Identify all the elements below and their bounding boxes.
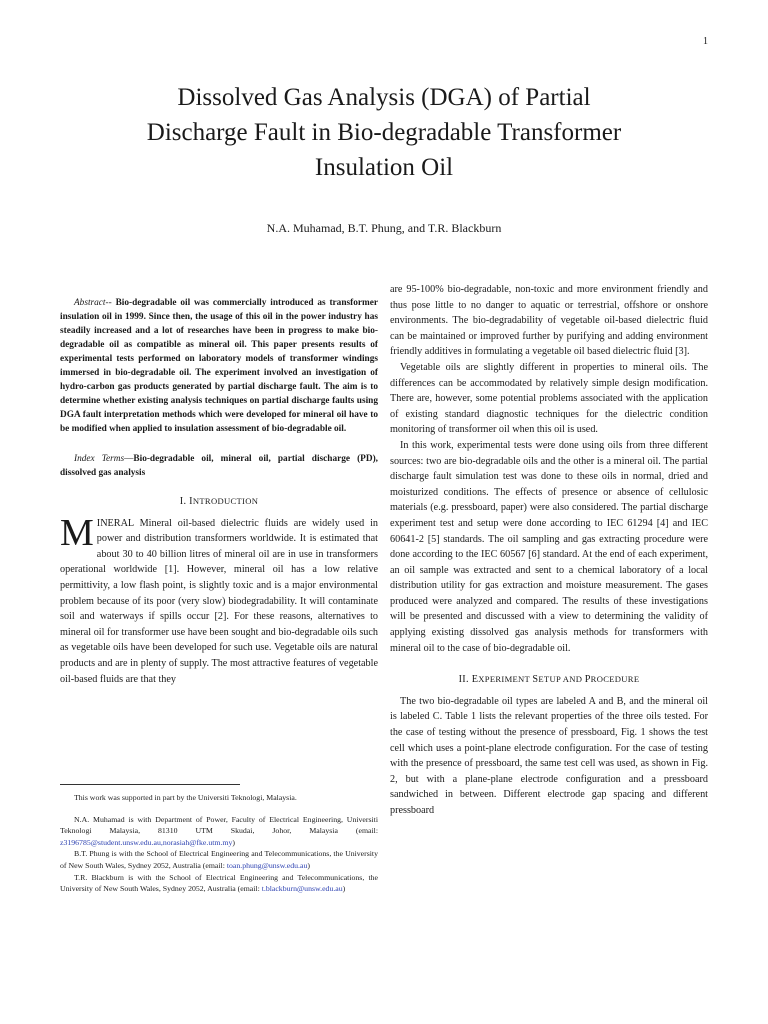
index-terms-label: Index Terms <box>74 454 125 464</box>
body-paragraph: In this work, experimental tests were done using oils from three different sources: two are bio-degradable oils and the other is a mineral oil. The partial discharge fault simulation test was done to these oils in normal, dried and moisturized conditions. The effects of presence or absence of cellulosic materials (e.g. pressboard, paper) were also considered. The partial discharge experiment test and setup were done according to IEC 61294 [4] and IEC 60641-2 [5] standards. The oil sampling and gas extracting procedure were done according to the IEC 60567 [6] standard. At the end of each experiment, an oil sample was extracted and sent to a chemical laboratory of a local distribution utility for gas extraction and moisture measurement. The gases produced were analyzed and compared. The results of these investigations will be presented and discussed with a view to determining the validity of applying existing dissolved gas analysis methods for transformers with mineral oil to the case of bio-degradable oil. <box>390 439 708 654</box>
title-line: Discharge Fault in Bio-degradable Transformer <box>146 119 622 146</box>
author-list: N.A. Muhamad, B.T. Phung, and T.R. Blackburn <box>266 221 502 235</box>
abstract-dash: -- <box>105 298 116 308</box>
author-footnote-muhamad: N.A. Muhamad is with Department of Power, Faculty of Electrical Engineering, Universiti Teknologi Malaysia, 81310 UTM Skudai, Johor, Malaysia (email: z3196785@student.unsw.edu.au,norasiah@fke.utm.my) <box>60 814 378 847</box>
index-terms-text: Bio-degradable oil, mineral oil, partial discharge (PD), dissolved gas analysis <box>60 454 378 478</box>
paper-title <box>60 80 708 185</box>
right-column <box>390 282 708 819</box>
left-column <box>60 296 378 687</box>
body-paragraph: Vegetable oils are slightly different in properties to mineral oils. The differences can be accommodated by relatively simple design modification. There are, however, some potential problems associated with the application of existing standard diagnostic techniques for the dielectric condition monitoring of transformer oil when this oil is used. <box>390 361 708 436</box>
author-footnote-phung: B.T. Phung is with the School of Electrical Engineering and Telecommunications, the University of New South Wales, Sydney 2052, Australia (email: toan.phung@unsw.edu.au) <box>60 849 378 870</box>
drop-cap: M <box>60 511 94 554</box>
index-terms-dash: — <box>124 454 134 464</box>
intro-paragraph <box>60 511 378 688</box>
email-link[interactable]: z3196785@student.unsw.edu.au,norasiah@fke.utm.my <box>60 837 233 847</box>
email-link[interactable]: toan.phung@unsw.edu.au <box>226 860 308 870</box>
section-heading-introduction: I. INTRODUCTION <box>179 496 259 507</box>
intro-lead-word: INERAL <box>96 517 134 529</box>
footnotes <box>60 792 378 895</box>
abstract-label: Abstract <box>74 298 106 308</box>
footnote-divider <box>60 784 240 785</box>
index-terms <box>60 452 378 480</box>
author-footnote-blackburn: T.R. Blackburn is with the School of Electrical Engineering and Telecommunications, the University of New South Wales, Sydney 2052, Australia (email: t.blackburn@unsw.edu.au) <box>60 872 378 894</box>
email-link[interactable]: t.blackburn@unsw.edu.au <box>261 884 343 894</box>
title-line: Dissolved Gas Analysis (DGA) of Partial <box>177 84 591 111</box>
abstract <box>60 296 378 436</box>
funding-footnote: This work was supported in part by the Universiti Teknologi, Malaysia. <box>74 793 297 802</box>
abstract-text: Bio-degradable oil was commercially introduced as transformer insulation oil in 1999. Since then, the usage of this oil in the power industry has steadily increased and a lot of researches have been in progress to make bio-degradable oil as compatible as mineral oil. This paper presents results of experimental tests performed on laboratory models of transformer windings immersed in bio-degradable oil. The experiment involved an investigation of hydro-carbon gas products generated by partial discharge fault. The aim is to determine whether existing analysis techniques on partial discharge faults using DGA fault interpretation methods which were developed for mineral oil have to be modified when applied to insulation assessment of bio-degradable oil. <box>60 298 378 434</box>
page-number: 1 <box>703 36 708 47</box>
body-paragraph: are 95-100% bio-degradable, non-toxic and more environment friendly and thus pose little to no danger to aquatic or terrestrial, offshore or onshore environments. The bio-degradability of vegetable oil-based dielectric fluid can be maintained or improved further by purifying and adding environment friendly additives in formulating a vegetable oil based dielectric fluid [3]. <box>390 284 708 358</box>
section-heading-experiment: II. EXPERIMENT SETUP AND PROCEDURE <box>458 674 640 686</box>
body-paragraph: The two bio-degradable oil types are labeled A and B, and the mineral oil is labeled C. Table 1 lists the relevant properties of the three oils tested. For the case of testing without the presence of pressboard, Fig. 1 shows the test cell which uses a point-plane electrode configuration. For the case of testing with the presence of pressboard, the same test cell was used, as shown in Fig. 2, but with a plane-plane electrode configuration and a pressboard sandwiched in between. Different electrode gap spacing and different pressboard <box>390 695 708 816</box>
title-line: Insulation Oil <box>314 154 454 181</box>
intro-text: Mineral oil-based dielectric fluids are widely used in power and distribution transformers worldwide. It is estimated that about 30 to 40 billion litres of mineral oil are in use in transformers operational worldwide [1]. However, mineral oil has a low relative permittivity, a low flash point, is slightly toxic and is a major environmental problem because of its poor (very slow) biodegradability. It will contaminate soil and waterways if spills occur [2]. For these reasons, alternatives to mineral oil for transformer use have been sought and bio-degradable oils such as vegetable oils have been developed for such use. Vegetable oils are natural products and are in plenty of supply. The most attractive features of vegetable oil-based fluids are that they <box>60 517 378 685</box>
